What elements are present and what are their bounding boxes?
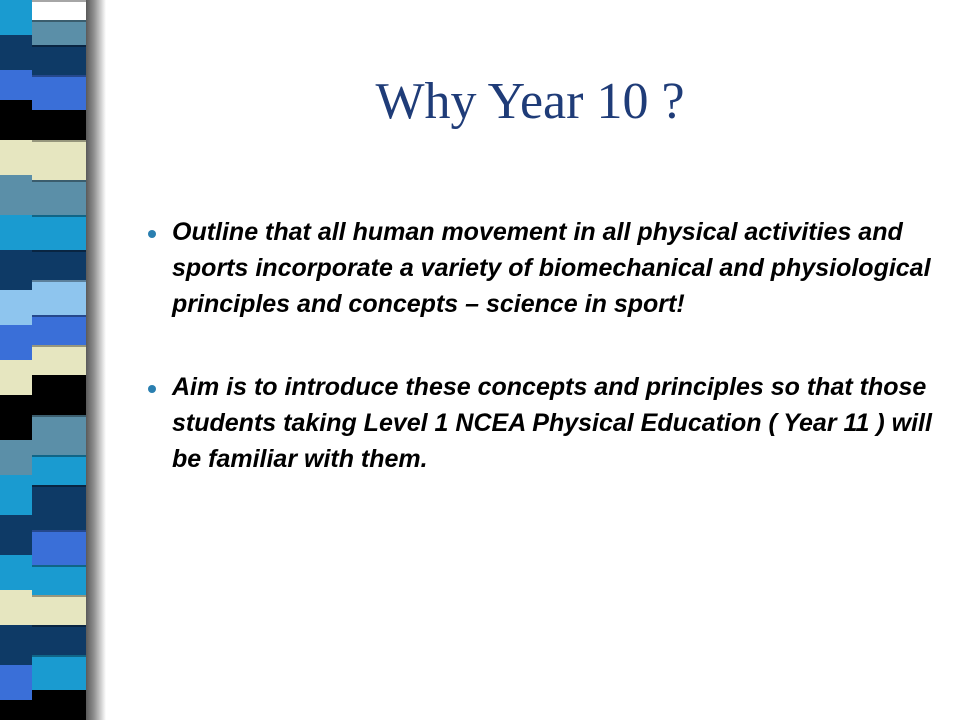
stripe-separator [32, 315, 86, 317]
stripe-separator [32, 690, 86, 692]
stripe-block [32, 215, 86, 250]
stripe-block [32, 485, 86, 530]
stripe-block [32, 315, 86, 345]
stripe-block [32, 110, 86, 140]
stripe-block [0, 250, 32, 290]
bullet-list [155, 214, 945, 524]
stripe-separator [32, 345, 86, 347]
stripe-block [32, 45, 86, 75]
stripe-block [32, 375, 86, 415]
stripe-separator [32, 530, 86, 532]
stripe-separator [32, 625, 86, 627]
stripe-block [0, 440, 32, 475]
stripe-block [0, 70, 32, 100]
stripe-separator [32, 140, 86, 142]
bullet-dot-icon [148, 385, 156, 393]
stripe-block [0, 590, 32, 625]
bullet-dot-icon [148, 230, 156, 238]
stripe-block [32, 415, 86, 455]
stripe-block [0, 215, 32, 250]
stripe-separator [32, 485, 86, 487]
stripe-block [0, 515, 32, 555]
stripe-block [32, 20, 86, 45]
stripe-block [0, 290, 32, 325]
stripe-block [0, 0, 32, 35]
stripe-separator [32, 280, 86, 282]
stripe-block [32, 595, 86, 625]
stripe-block [32, 690, 86, 720]
stripe-block [0, 100, 32, 140]
stripe-block [32, 655, 86, 690]
stripe-block [0, 360, 32, 395]
stripe-block [32, 625, 86, 655]
stripe-separator [32, 655, 86, 657]
stripe-separator [32, 45, 86, 47]
stripe-block [0, 35, 32, 70]
bullet-text: Aim is to introduce these concepts and principles so that those students taking Level 1 NCEA Physical Education ( Year 11 ) will be familiar with them. [172, 373, 932, 473]
stripe-separator [32, 0, 86, 2]
stripe-block [0, 140, 32, 175]
bullet-item [155, 369, 945, 477]
stripe-separator [32, 455, 86, 457]
stripe-block [0, 700, 32, 720]
stripe-block [32, 455, 86, 485]
stripe-block [32, 0, 86, 20]
stripe-separator [32, 75, 86, 77]
stripe-block [32, 530, 86, 565]
stripe-shadow [86, 0, 106, 720]
stripe-block [32, 565, 86, 595]
stripe-block [32, 75, 86, 110]
stripe-block [32, 250, 86, 280]
stripe-block [0, 475, 32, 515]
stripe-separator [32, 565, 86, 567]
stripe-separator [32, 180, 86, 182]
stripe-separator [32, 415, 86, 417]
stripe-separator [32, 215, 86, 217]
stripe-separator [32, 250, 86, 252]
stripe-block [32, 280, 86, 315]
stripe-separator [32, 20, 86, 22]
stripe-block [0, 325, 32, 360]
stripe-block [32, 180, 86, 215]
stripe-block [32, 345, 86, 375]
stripe-block [0, 665, 32, 700]
bullet-text: Outline that all human movement in all physical activities and sports incorporate a variety of biomechanical and physiological principles and concepts – science in sport! [172, 218, 931, 318]
stripe-block [0, 175, 32, 215]
stripe-block [0, 395, 32, 440]
stripe-separator [32, 595, 86, 597]
stripe-block [0, 555, 32, 590]
stripe-separator [32, 375, 86, 377]
slide-title: Why Year 10 ? [375, 73, 685, 130]
stripe-separator [32, 110, 86, 112]
bullet-item [155, 214, 945, 322]
stripe-block [0, 625, 32, 665]
stripe-block [32, 140, 86, 180]
